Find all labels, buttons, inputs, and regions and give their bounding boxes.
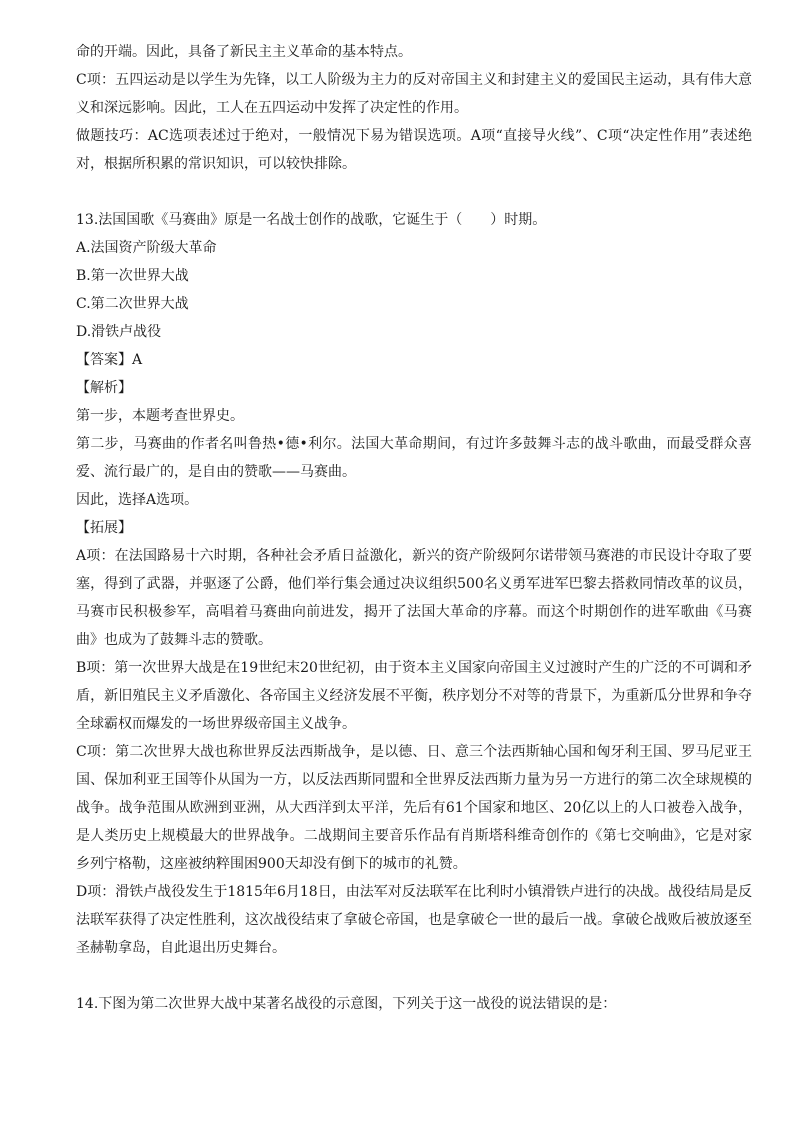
expand-heading: 【拓展】 [76, 520, 132, 536]
analysis-step-2: 第二步，马赛曲的作者名叫鲁热•德•利尔。法国大革命期间，有过许多鼓舞斗志的战斗歌曲，而最受群众喜爱、流行最广的，是自由的赞歌——马赛曲。 [76, 436, 752, 480]
question-13: 13.法国国歌《马赛曲》原是一名战士创作的战歌，它诞生于（ ）时期。 [76, 212, 547, 228]
analysis-conclusion: 因此，选择A选项。 [76, 492, 199, 508]
spacer [76, 962, 752, 990]
text-line: 命的开端。因此，具备了新民主主义革命的基本特点。 [76, 44, 412, 60]
option-c: C.第二次世界大战 [76, 296, 189, 312]
option-b: B.第一次世界大战 [76, 268, 189, 284]
analysis-heading: 【解析】 [76, 380, 132, 396]
question-14: 14.下图为第二次世界大战中某著名战役的示意图，下列关于这一战役的说法错误的是： [76, 996, 617, 1012]
expand-option-d: D项：滑铁卢战役发生于1815年6月18日，由法军对反法联军在比利时小镇滑铁卢进行的决战。战役结局是反法联军获得了决定性胜利，这次战役结束了拿破仑帝国，也是拿破仑一世的最后一战。拿破仑战败后被放逐至圣赫勒拿岛，自此退出历史舞台。 [76, 884, 752, 956]
expand-option-a: A项：在法国路易十六时期，各种社会矛盾日益激化，新兴的资产阶级阿尔诺带领马赛港的市民设计夺取了要塞，得到了武器，并驱逐了公爵，他们举行集会通过决议组织500名义勇军进军巴黎去搭救同情改革的议员，马赛市民积极参军，高唱着马赛曲向前进发，揭开了法国大革命的序幕。而这个时期创作的进军歌曲《马赛曲》也成为了鼓舞斗志的赞歌。 [76, 548, 752, 648]
option-c-explanation: C项：五四运动是以学生为先锋，以工人阶级为主力的反对帝国主义和封建主义的爱国民主运动，具有伟大意义和深远影响。因此，工人在五四运动中发挥了决定性的作用。 [76, 72, 752, 116]
expand-option-c: C项：第二次世界大战也称世界反法西斯战争，是以德、日、意三个法西斯轴心国和匈牙利王国、罗马尼亚王国、保加利亚王国等仆从国为一方，以反法西斯同盟和全世界反法西斯力量为另一方进行的第二次全球规模的战争。战争范围从欧洲到亚洲，从大西洋到太平洋，先后有61个国家和地区、20亿以上的人口被卷入战争，是人类历史上规模最大的世界战争。二战期间主要音乐作品有肖斯塔科维奇创作的《第七交响曲》，它是对家乡列宁格勒，这座被纳粹围困900天却没有倒下的城市的礼赞。 [76, 744, 752, 872]
spacer [76, 178, 752, 206]
option-a: A.法国资产阶级大革命 [76, 240, 217, 256]
solving-tip: 做题技巧：AC选项表述过于绝对，一般情况下易为错误选项。A项“直接导火线”、C项“决定性作用”表述绝对，根据所积累的常识知识，可以较快排除。 [76, 128, 752, 172]
analysis-step-1: 第一步，本题考查世界史。 [76, 408, 244, 424]
option-d: D.滑铁卢战役 [76, 324, 162, 340]
expand-option-b: B项：第一次世界大战是在19世纪末20世纪初，由于资本主义国家向帝国主义过渡时产生的广泛的不可调和矛盾，新旧殖民主义矛盾激化、各帝国主义经济发展不平衡，秩序划分不对等的背景下，为重新瓜分世界和争夺全球霸权而爆发的一场世界级帝国主义战争。 [76, 660, 752, 732]
answer: 【答案】A [76, 352, 143, 368]
